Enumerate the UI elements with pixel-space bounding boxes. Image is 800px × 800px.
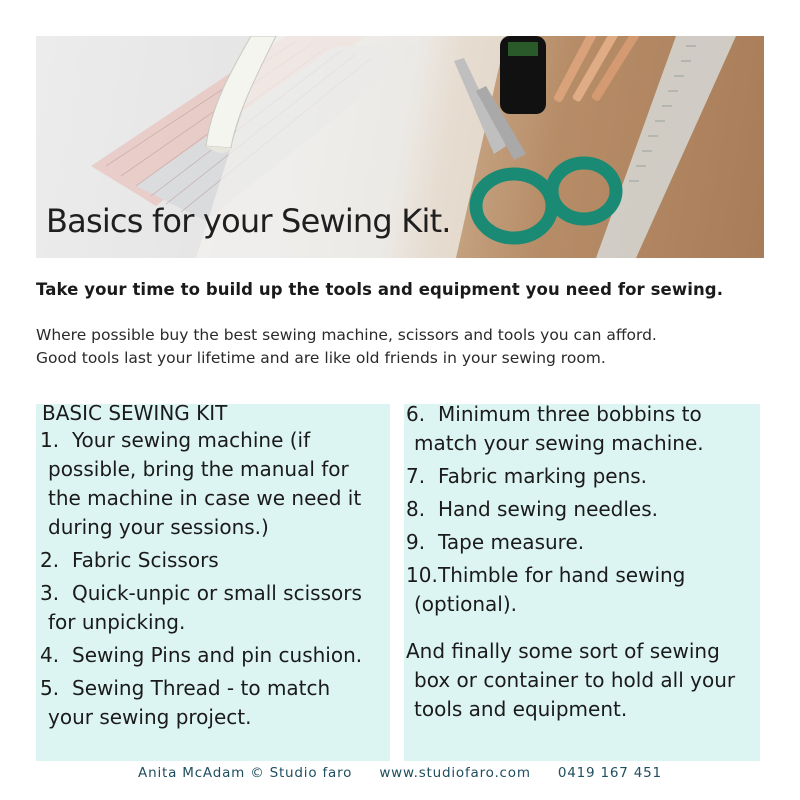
kit-title: BASIC SEWING KIT	[42, 401, 228, 425]
item-line: for unpicking.	[48, 610, 186, 634]
item-line: Your sewing machine (if	[72, 428, 311, 452]
list-item	[40, 426, 390, 542]
list-item	[40, 674, 390, 732]
item-text	[48, 579, 390, 637]
item-text	[72, 641, 390, 670]
item-line: Thimble for hand sewing	[438, 563, 686, 587]
item-line: during your sessions.)	[48, 515, 269, 539]
item-line: possible, bring the manual for	[48, 457, 349, 481]
footer-author: Anita McAdam © Studio faro	[138, 765, 353, 781]
footer-phone: 0419 167 451	[557, 765, 662, 781]
item-text	[438, 462, 760, 491]
closing-line: tools and equipment.	[414, 697, 628, 721]
item-line: Sewing Pins and pin cushion.	[72, 643, 363, 667]
item-line: your sewing project.	[48, 705, 252, 729]
closing-line: And finally some sort of sewing	[406, 639, 720, 663]
list-item	[406, 528, 760, 557]
closing-note	[406, 637, 760, 724]
footer-website: www.studiofaro.com	[379, 765, 531, 781]
list-item	[406, 495, 760, 524]
intro-paragraph	[36, 324, 776, 370]
list-item	[40, 641, 390, 670]
footer	[0, 765, 800, 781]
intro-line: Good tools last your lifetime and are like old friends in your sewing room.	[36, 349, 606, 367]
closing-line: box or container to hold all your	[414, 668, 736, 692]
list-item	[40, 546, 390, 575]
headline: Take your time to build up the tools and equipment you need for sewing.	[36, 280, 724, 299]
item-number: 6.	[406, 402, 426, 426]
item-text	[48, 674, 390, 732]
list-item	[406, 561, 760, 619]
item-text	[414, 400, 760, 458]
list-item	[406, 462, 760, 491]
kit-list-right	[404, 404, 760, 761]
item-line: Fabric Scissors	[72, 548, 219, 572]
item-text	[438, 495, 760, 524]
item-text	[438, 528, 760, 557]
item-line: Sewing Thread - to match	[72, 676, 331, 700]
list-item	[40, 579, 390, 637]
item-number: 9.	[406, 530, 426, 554]
item-text	[48, 426, 390, 542]
hero-title: Basics for your Sewing Kit.	[46, 202, 451, 240]
item-line: match your sewing machine.	[414, 431, 704, 455]
item-number: 5.	[40, 676, 60, 700]
item-number: 2.	[40, 548, 60, 572]
kit-list-left	[36, 401, 390, 761]
intro-line: Where possible buy the best sewing machine, scissors and tools you can afford.	[36, 326, 657, 344]
item-text	[72, 546, 390, 575]
item-number: 10.	[406, 563, 438, 587]
item-line: Minimum three bobbins to	[438, 402, 702, 426]
item-number: 7.	[406, 464, 426, 488]
list-item	[406, 400, 760, 458]
item-line: Hand sewing needles.	[438, 497, 659, 521]
item-line: Quick-unpic or small scissors	[72, 581, 362, 605]
item-line: the machine in case we need it	[48, 486, 362, 510]
hero-photo	[36, 36, 764, 258]
item-line: (optional).	[414, 592, 518, 616]
item-line: Fabric marking pens.	[438, 464, 648, 488]
item-number: 8.	[406, 497, 426, 521]
item-number: 4.	[40, 643, 60, 667]
item-line: Tape measure.	[438, 530, 585, 554]
item-number: 3.	[40, 581, 60, 605]
item-number: 1.	[40, 428, 60, 452]
